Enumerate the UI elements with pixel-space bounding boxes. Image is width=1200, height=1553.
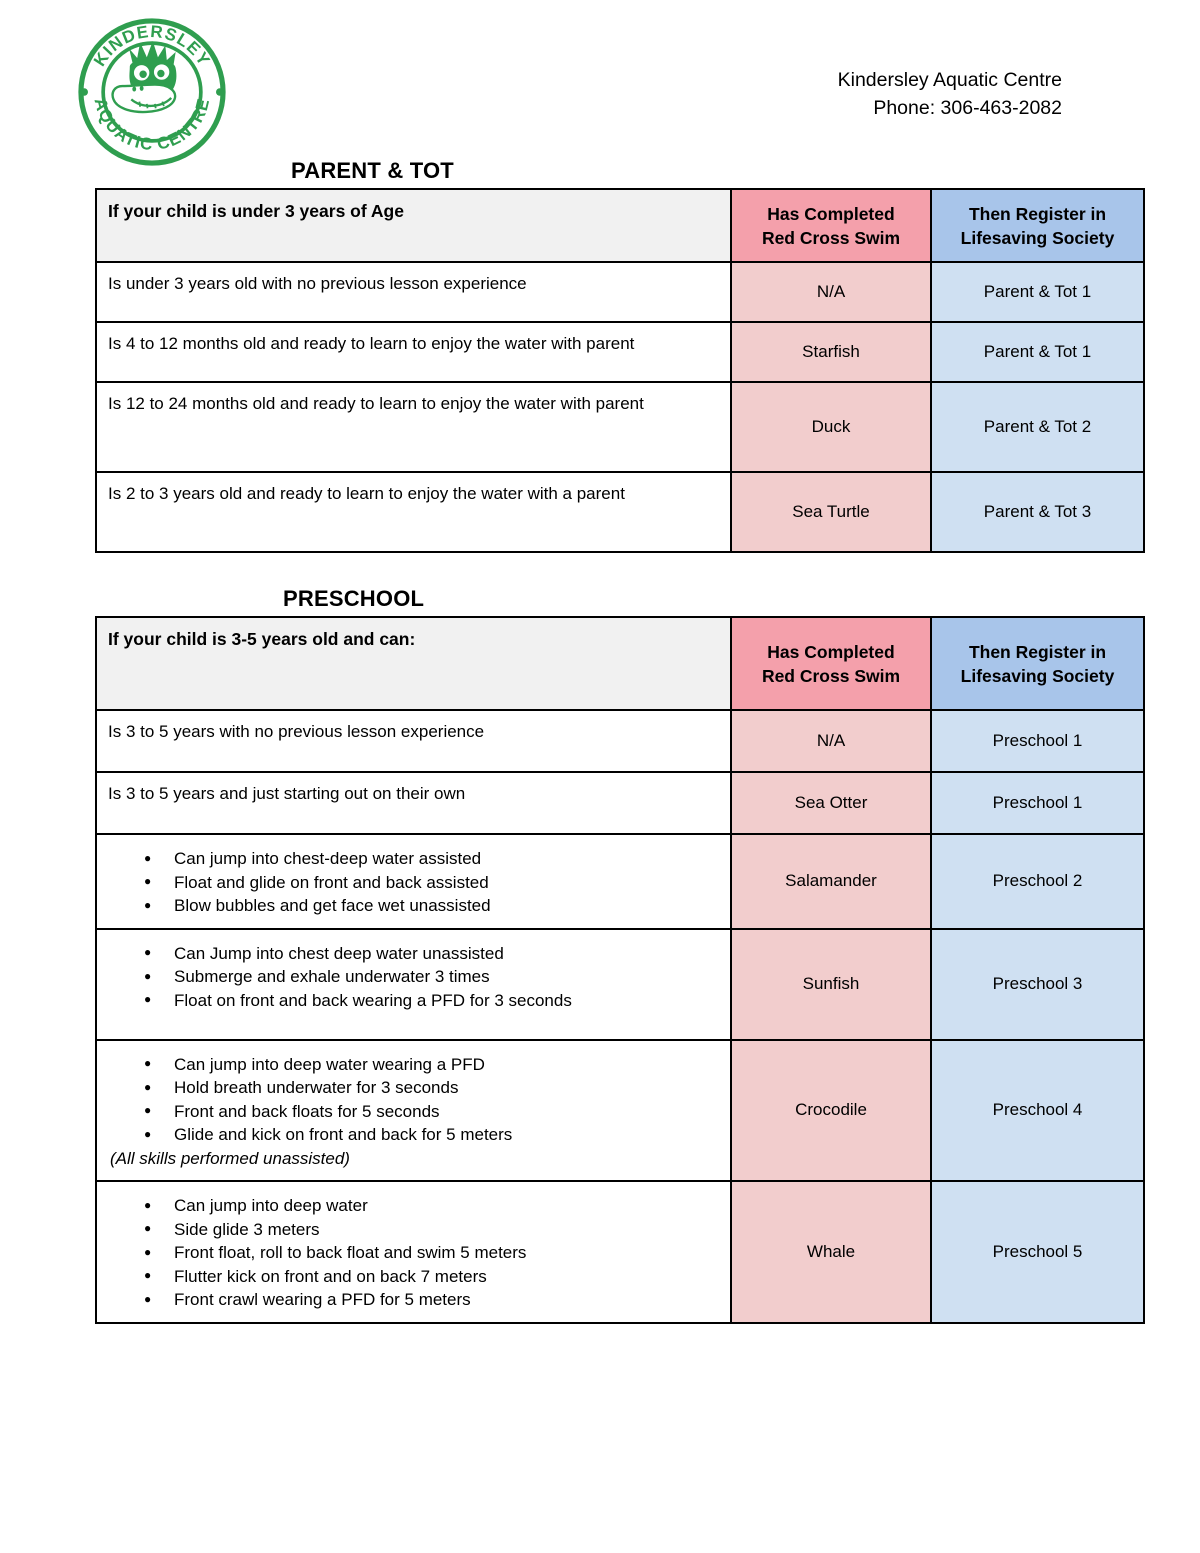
row-description bbox=[96, 322, 731, 382]
skill-item: ● Can Jump into chest deep water unassisted bbox=[144, 942, 719, 966]
column-header-lifesaving bbox=[931, 617, 1144, 710]
column-header-description: If your child is under 3 years of Age bbox=[96, 189, 731, 262]
table-row bbox=[96, 834, 1144, 929]
skill-item: ● Glide and kick on front and back for 5 meters bbox=[144, 1123, 719, 1147]
column-header-lifesaving-line1: Then Register in bbox=[968, 203, 1107, 224]
column-header-red-cross-line2: Red Cross Swim bbox=[761, 227, 901, 248]
column-header-description: If your child is 3-5 years old and can: bbox=[96, 617, 731, 710]
skill-item: ● Blow bubbles and get face wet unassisted bbox=[144, 894, 719, 918]
parent-tot-table-body bbox=[96, 262, 1144, 552]
parent-tot-table bbox=[95, 188, 1145, 553]
skill-item: ● Can jump into deep water bbox=[144, 1194, 719, 1218]
row-description-text: Is 12 to 24 months old and ready to learn to enjoy the water with parent bbox=[108, 394, 644, 413]
skill-item: ● Front float, roll to back float and swim 5 meters bbox=[144, 1241, 719, 1265]
row-lifesaving-level: Preschool 2 bbox=[931, 834, 1144, 929]
skills-list bbox=[108, 847, 719, 918]
table-row bbox=[96, 1181, 1144, 1323]
section-title-preschool-wrap bbox=[283, 586, 424, 612]
page-header bbox=[0, 0, 1200, 155]
preschool-table-header bbox=[96, 617, 1144, 710]
row-description bbox=[96, 382, 731, 472]
skills-note: (All skills performed unassisted) bbox=[110, 1148, 350, 1168]
skills-list bbox=[108, 1053, 719, 1147]
facility-phone: Phone: 306-463-2082 bbox=[873, 97, 1062, 119]
row-description-text: Is 3 to 5 years and just starting out on their own bbox=[108, 784, 466, 803]
skill-item: ● Hold breath underwater for 3 seconds bbox=[144, 1076, 719, 1100]
table-row bbox=[96, 262, 1144, 322]
row-red-cross-level: Sunfish bbox=[731, 929, 931, 1040]
row-red-cross-level: Duck bbox=[731, 382, 931, 472]
row-lifesaving-level: Preschool 1 bbox=[931, 710, 1144, 772]
row-red-cross-level: N/A bbox=[731, 262, 931, 322]
column-header-lifesaving-line1: Then Register in bbox=[968, 641, 1107, 662]
section-title-parent-tot-wrap bbox=[291, 158, 454, 184]
table-row bbox=[96, 929, 1144, 1040]
skill-item: ● Side glide 3 meters bbox=[144, 1218, 719, 1242]
row-red-cross-level: Whale bbox=[731, 1181, 931, 1323]
column-header-red-cross bbox=[731, 617, 931, 710]
logo-top-arc-text: KINDERSLEY bbox=[90, 21, 215, 70]
section-title-parent-tot: PARENT & TOT bbox=[291, 158, 454, 183]
row-description-text: Is 4 to 12 months old and ready to learn to enjoy the water with parent bbox=[108, 334, 635, 353]
skill-item: ● Can jump into chest-deep water assisted bbox=[144, 847, 719, 871]
row-red-cross-level: Starfish bbox=[731, 322, 931, 382]
table-header-row bbox=[96, 189, 1144, 262]
table-row bbox=[96, 322, 1144, 382]
row-red-cross-level: Sea Turtle bbox=[731, 472, 931, 552]
column-header-red-cross bbox=[731, 189, 931, 262]
section-title-preschool: PRESCHOOL bbox=[283, 586, 425, 611]
row-description-text: Is under 3 years old with no previous lesson experience bbox=[108, 274, 527, 293]
row-description-text: Is 3 to 5 years with no previous lesson experience bbox=[108, 722, 485, 741]
facility-name: Kindersley Aquatic Centre bbox=[837, 69, 1062, 91]
skill-item: ● Can jump into deep water wearing a PFD bbox=[144, 1053, 719, 1077]
row-lifesaving-level: Preschool 5 bbox=[931, 1181, 1144, 1323]
column-header-lifesaving bbox=[931, 189, 1144, 262]
logo-bottom-arc-text: AQUATIC CENTRE bbox=[90, 96, 214, 155]
row-lifesaving-level: Preschool 3 bbox=[931, 929, 1144, 1040]
column-header-red-cross-line1: Has Completed bbox=[767, 203, 895, 224]
column-header-lifesaving-line2: Lifesaving Society bbox=[960, 665, 1115, 686]
skill-item: ● Front crawl wearing a PFD for 5 meters bbox=[144, 1288, 719, 1312]
preschool-table bbox=[95, 616, 1145, 1324]
skills-list bbox=[108, 942, 719, 1013]
row-description bbox=[96, 1040, 731, 1182]
row-red-cross-level: N/A bbox=[731, 710, 931, 772]
preschool-table-body bbox=[96, 710, 1144, 1323]
kindersley-aquatic-centre-logo bbox=[78, 18, 226, 166]
row-lifesaving-level: Parent & Tot 1 bbox=[931, 262, 1144, 322]
row-description bbox=[96, 710, 731, 772]
column-header-red-cross-line1: Has Completed bbox=[767, 641, 895, 662]
row-lifesaving-level: Preschool 1 bbox=[931, 772, 1144, 834]
table-row bbox=[96, 472, 1144, 552]
skill-item: ● Submerge and exhale underwater 3 times bbox=[144, 965, 719, 989]
table-header-row bbox=[96, 617, 1144, 710]
row-lifesaving-level: Parent & Tot 3 bbox=[931, 472, 1144, 552]
row-description bbox=[96, 472, 731, 552]
row-lifesaving-level: Preschool 4 bbox=[931, 1040, 1144, 1182]
row-lifesaving-level: Parent & Tot 1 bbox=[931, 322, 1144, 382]
table-row bbox=[96, 1040, 1144, 1182]
skill-item: ● Flutter kick on front and on back 7 meters bbox=[144, 1265, 719, 1289]
column-header-red-cross-line2: Red Cross Swim bbox=[761, 665, 901, 686]
row-red-cross-level: Salamander bbox=[731, 834, 931, 929]
row-lifesaving-level: Parent & Tot 2 bbox=[931, 382, 1144, 472]
row-description bbox=[96, 1181, 731, 1323]
facility-contact-block bbox=[838, 66, 1062, 122]
skill-item: ● Front and back floats for 5 seconds bbox=[144, 1100, 719, 1124]
skill-item: ● Float and glide on front and back assisted bbox=[144, 871, 719, 895]
parent-tot-table-header bbox=[96, 189, 1144, 262]
row-description bbox=[96, 929, 731, 1040]
table-row bbox=[96, 772, 1144, 834]
skills-list bbox=[108, 1194, 719, 1312]
row-red-cross-level: Crocodile bbox=[731, 1040, 931, 1182]
row-description bbox=[96, 262, 731, 322]
row-red-cross-level: Sea Otter bbox=[731, 772, 931, 834]
column-header-lifesaving-line2: Lifesaving Society bbox=[960, 227, 1115, 248]
table-row bbox=[96, 382, 1144, 472]
skill-item: ● Float on front and back wearing a PFD for 3 seconds bbox=[144, 989, 719, 1013]
row-description bbox=[96, 772, 731, 834]
row-description-text: Is 2 to 3 years old and ready to learn to enjoy the water with a parent bbox=[108, 484, 625, 503]
row-description bbox=[96, 834, 731, 929]
table-row bbox=[96, 710, 1144, 772]
